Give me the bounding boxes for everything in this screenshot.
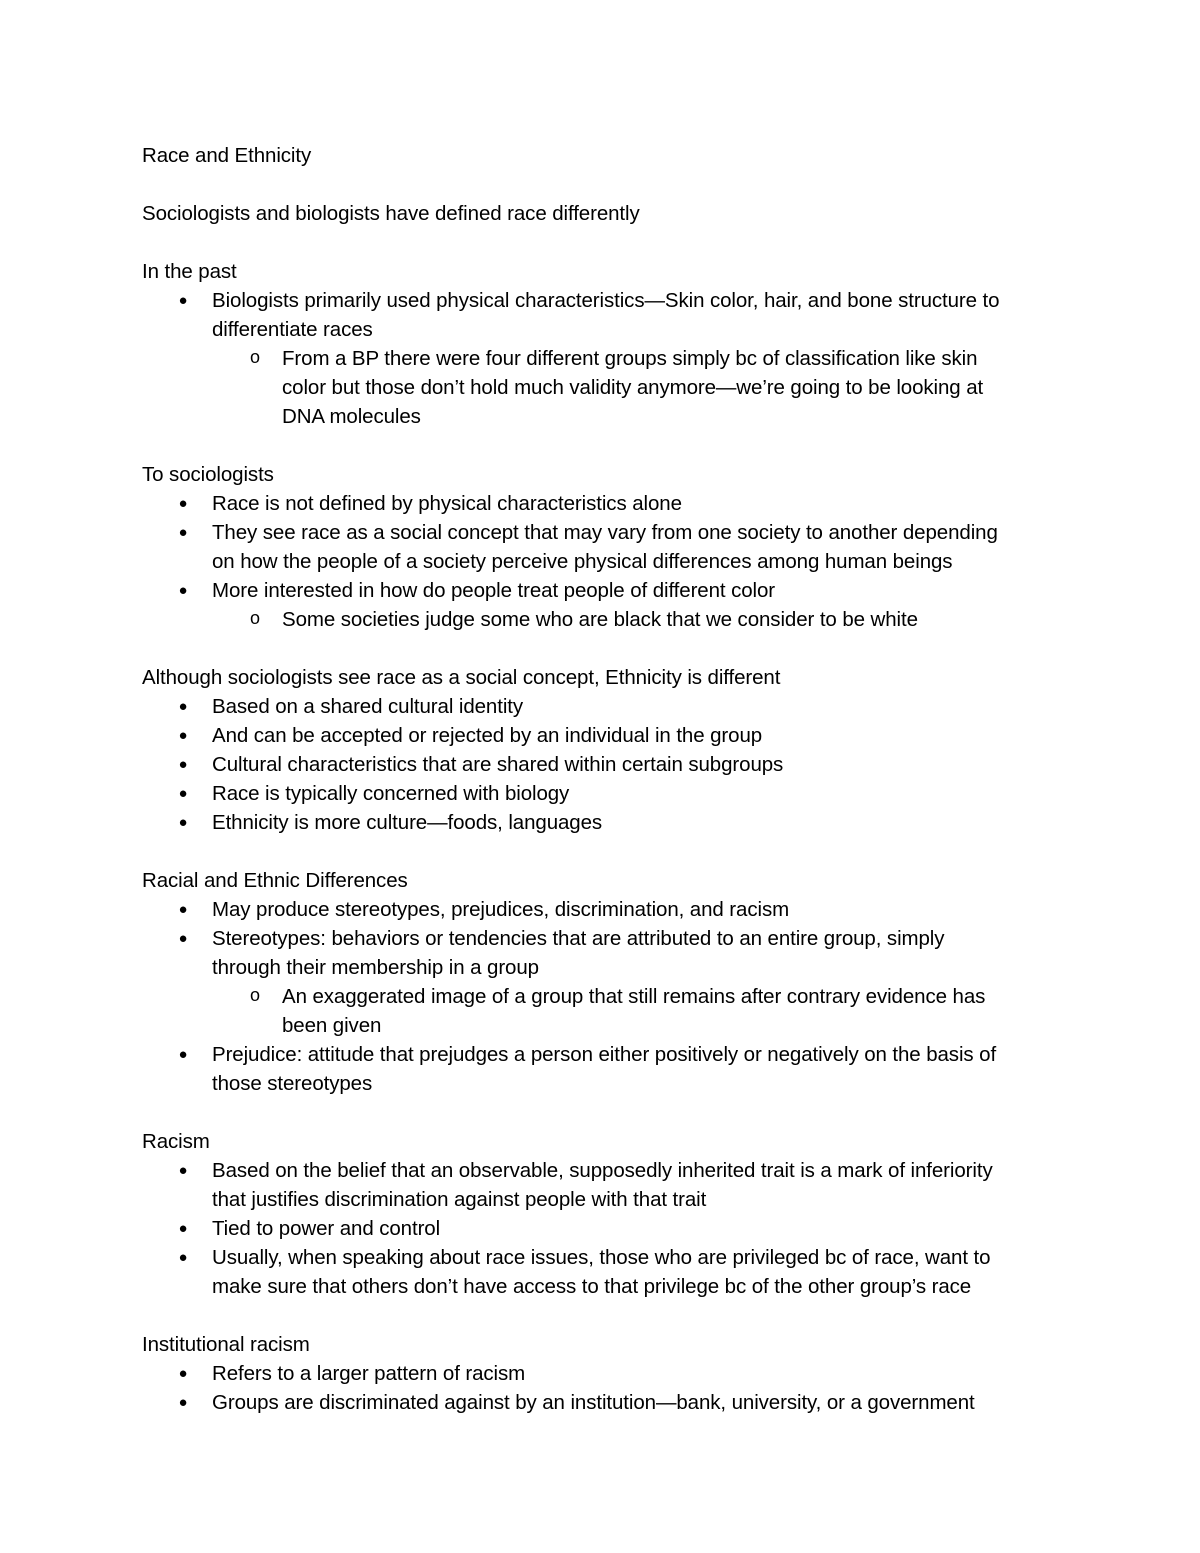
spacer (142, 170, 1072, 199)
list-item (142, 924, 1072, 1040)
bullet-icon: ● (178, 930, 188, 947)
bullet-icon: ● (178, 901, 188, 918)
document-title: Race and Ethnicity (142, 144, 312, 167)
section-6 (142, 1330, 1072, 1417)
list-item (142, 576, 1072, 634)
list-item (142, 721, 1072, 750)
list-item-text: Stereotypes: behaviors or tendencies that are attributed to an entire group, simply (212, 927, 945, 950)
sub-list-item-text: Some societies judge some who are black that we consider to be white (282, 608, 918, 631)
bullet-list (142, 895, 1072, 1098)
list-item (142, 1388, 1072, 1417)
list-item (142, 779, 1072, 808)
bullet-list (142, 692, 1072, 837)
sub-list-item (142, 344, 1072, 431)
spacer (142, 837, 1072, 866)
list-item-text: And can be accepted or rejected by an individual in the group (212, 724, 763, 747)
list-item (142, 1243, 1072, 1301)
document-sections (142, 257, 1072, 1417)
list-item-text: Prejudice: attitude that prejudges a person either positively or negatively on the basis of (212, 1043, 997, 1066)
list-item (142, 1359, 1072, 1388)
bullet-list (142, 489, 1072, 634)
bullet-list (142, 286, 1072, 431)
sub-bullet-list (212, 605, 1072, 634)
bullet-list (142, 1156, 1072, 1301)
section-heading: Although sociologists see race as a social concept, Ethnicity is different (142, 666, 781, 689)
bullet-icon: ● (178, 727, 188, 744)
bullet-icon: ● (178, 1394, 188, 1411)
list-item (142, 808, 1072, 837)
bullet-icon: ● (178, 495, 188, 512)
bullet-icon: ● (178, 292, 188, 309)
section-3 (142, 663, 1072, 866)
sub-list-item-text: From a BP there were four different groups simply bc of classification like skin (282, 347, 978, 370)
sub-list-item (142, 605, 1072, 634)
list-item (142, 518, 1072, 576)
list-item-text: Cultural characteristics that are shared within certain subgroups (212, 753, 784, 776)
sub-bullet-list (212, 344, 1072, 431)
sub-bullet-icon: o (250, 608, 260, 628)
section-1 (142, 257, 1072, 460)
section-heading: To sociologists (142, 463, 274, 486)
list-item-text: Race is typically concerned with biology (212, 782, 570, 805)
bullet-icon: ● (178, 785, 188, 802)
section-5 (142, 1127, 1072, 1330)
spacer (142, 228, 1072, 257)
spacer (142, 1301, 1072, 1330)
sub-list-item (142, 982, 1072, 1040)
list-item-text: Tied to power and control (212, 1217, 441, 1240)
list-item-text: May produce stereotypes, prejudices, discrimination, and racism (212, 898, 790, 921)
list-item-text: differentiate races (212, 318, 373, 341)
spacer (142, 1098, 1072, 1127)
section-heading: Racism (142, 1130, 210, 1153)
list-item-text: Usually, when speaking about race issues, those who are privileged bc of race, want to (212, 1246, 991, 1269)
sub-list-item-text: color but those don’t hold much validity anymore—we’re going to be looking at (282, 376, 984, 399)
bullet-icon: ● (178, 756, 188, 773)
sub-list-item-text: been given (282, 1014, 382, 1037)
list-item (142, 750, 1072, 779)
spacer (142, 634, 1072, 663)
bullet-icon: ● (178, 524, 188, 541)
list-item (142, 1214, 1072, 1243)
bullet-icon: ● (178, 814, 188, 831)
document-intro: Sociologists and biologists have defined race differently (142, 202, 640, 225)
sub-bullet-list (212, 982, 1072, 1040)
spacer (142, 431, 1072, 460)
list-item-text: More interested in how do people treat people of different color (212, 579, 776, 602)
bullet-icon: ● (178, 698, 188, 715)
bullet-icon: ● (178, 582, 188, 599)
bullet-icon: ● (178, 1365, 188, 1382)
section-heading: Institutional racism (142, 1333, 310, 1356)
list-item (142, 895, 1072, 924)
section-heading: Racial and Ethnic Differences (142, 869, 408, 892)
list-item-text: through their membership in a group (212, 956, 539, 979)
section-4 (142, 866, 1072, 1127)
bullet-icon: ● (178, 1249, 188, 1266)
list-item (142, 1156, 1072, 1214)
list-item-text: They see race as a social concept that may vary from one society to another depending (212, 521, 998, 544)
list-item-text: that justifies discrimination against people with that trait (212, 1188, 707, 1211)
list-item-text: Race is not defined by physical characteristics alone (212, 492, 682, 515)
list-item (142, 286, 1072, 431)
section-heading: In the past (142, 260, 237, 283)
document-body (142, 141, 1072, 1417)
bullet-icon: ● (178, 1220, 188, 1237)
sub-list-item-text: An exaggerated image of a group that still remains after contrary evidence has (282, 985, 986, 1008)
list-item (142, 489, 1072, 518)
sub-list-item-text: DNA molecules (282, 405, 421, 428)
bullet-list (142, 1359, 1072, 1417)
list-item-text: make sure that others don’t have access to that privilege bc of the other group’s race (212, 1275, 972, 1298)
section-2 (142, 460, 1072, 663)
list-item (142, 692, 1072, 721)
sub-bullet-icon: o (250, 347, 260, 367)
list-item-text: Based on the belief that an observable, supposedly inherited trait is a mark of inferiority (212, 1159, 993, 1182)
list-item-text: Based on a shared cultural identity (212, 695, 524, 718)
list-item-text: those stereotypes (212, 1072, 373, 1095)
list-item-text: Ethnicity is more culture—foods, languages (212, 811, 603, 834)
list-item-text: Refers to a larger pattern of racism (212, 1362, 526, 1385)
bullet-icon: ● (178, 1046, 188, 1063)
bullet-icon: ● (178, 1162, 188, 1179)
list-item (142, 1040, 1072, 1098)
sub-bullet-icon: o (250, 985, 260, 1005)
list-item-text: Biologists primarily used physical characteristics—Skin color, hair, and bone structure to (212, 289, 1000, 312)
list-item-text: Groups are discriminated against by an institution—bank, university, or a government (212, 1391, 975, 1414)
list-item-text: on how the people of a society perceive physical differences among human beings (212, 550, 953, 573)
